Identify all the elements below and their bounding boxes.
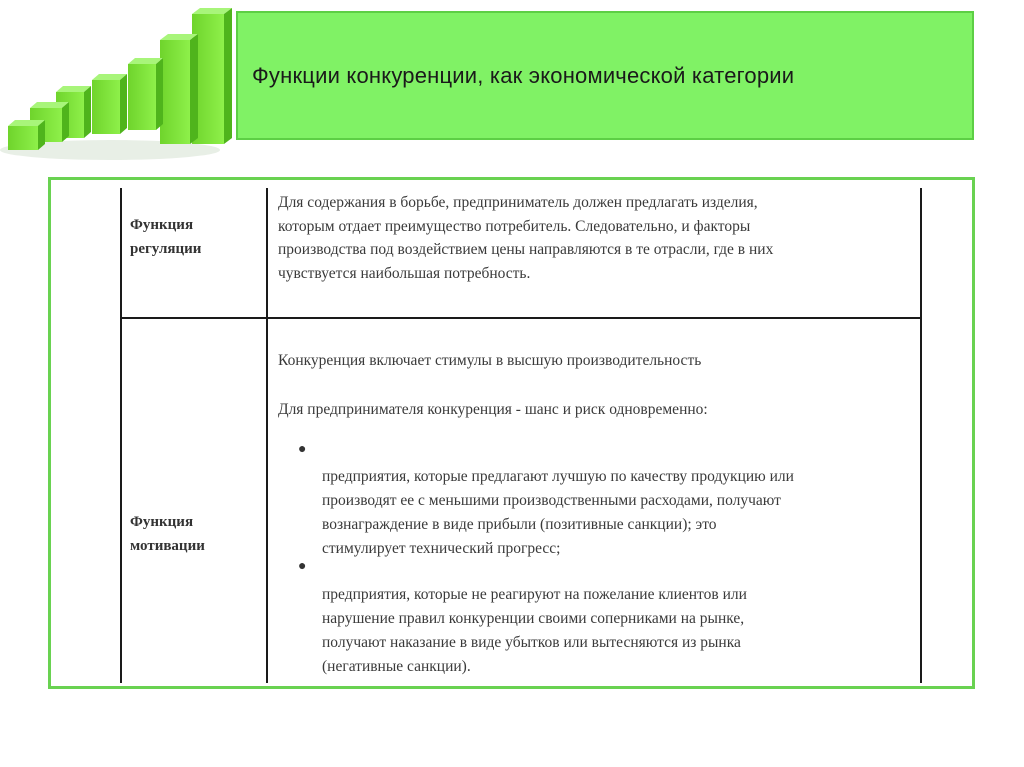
text-line: производят ее с меньшими производственными расходами, получают (322, 492, 781, 509)
function-name-regulation (130, 213, 201, 261)
page-title: Функции конкуренции, как экономической категории (252, 62, 795, 88)
function-name-line: мотивации (130, 538, 205, 554)
table-border-middle (266, 188, 268, 683)
table-row-divider (120, 317, 922, 319)
motivation-intro-1: Конкуренция включает стимулы в высшую производительность (278, 352, 702, 369)
title-banner (236, 11, 974, 140)
text-line: чувствуется наибольшая потребность. (278, 264, 531, 282)
text-line: вознаграждение в виде прибыли (позитивные санкции); это (322, 516, 717, 533)
text-line: производства под воздействием цены направляются в те отрасли, где в них (278, 241, 774, 258)
table-border-right (920, 188, 922, 683)
bullet-icon: ● (298, 557, 307, 573)
text-line: предприятия, которые предлагают лучшую по качеству продукцию или (322, 468, 794, 485)
table-border-left (120, 188, 122, 683)
bullet-item (322, 583, 912, 679)
bullet-icon: ● (298, 440, 307, 456)
text-line: которым отдает преимущество потребитель. Следовательно, и факторы (278, 217, 751, 235)
text-line: нарушение правил конкуренции своими соперниками на рынке, (322, 610, 745, 627)
function-name-line: Функция (130, 514, 194, 530)
function-name-motivation (130, 510, 205, 558)
bullet-item (322, 465, 912, 561)
text-line: стимулирует технический прогресс; (322, 540, 561, 557)
text-line: Для содержания в борьбе, предприниматель должен предлагать изделия, (278, 194, 758, 211)
bar-chart-3d-icon (0, 0, 236, 170)
motivation-intro-2: Для предпринимателя конкуренция - шанс и риск одновременно: (278, 401, 708, 418)
regulation-description (278, 191, 918, 285)
text-line: (негативные санкции). (322, 658, 471, 675)
function-name-line: Функция (130, 217, 194, 233)
function-name-line: регуляции (130, 241, 202, 257)
text-line: получают наказание в виде убытков или вытесняются из рынка (322, 634, 741, 651)
text-line: предприятия, которые не реагируют на пожелание клиентов или (322, 586, 747, 603)
